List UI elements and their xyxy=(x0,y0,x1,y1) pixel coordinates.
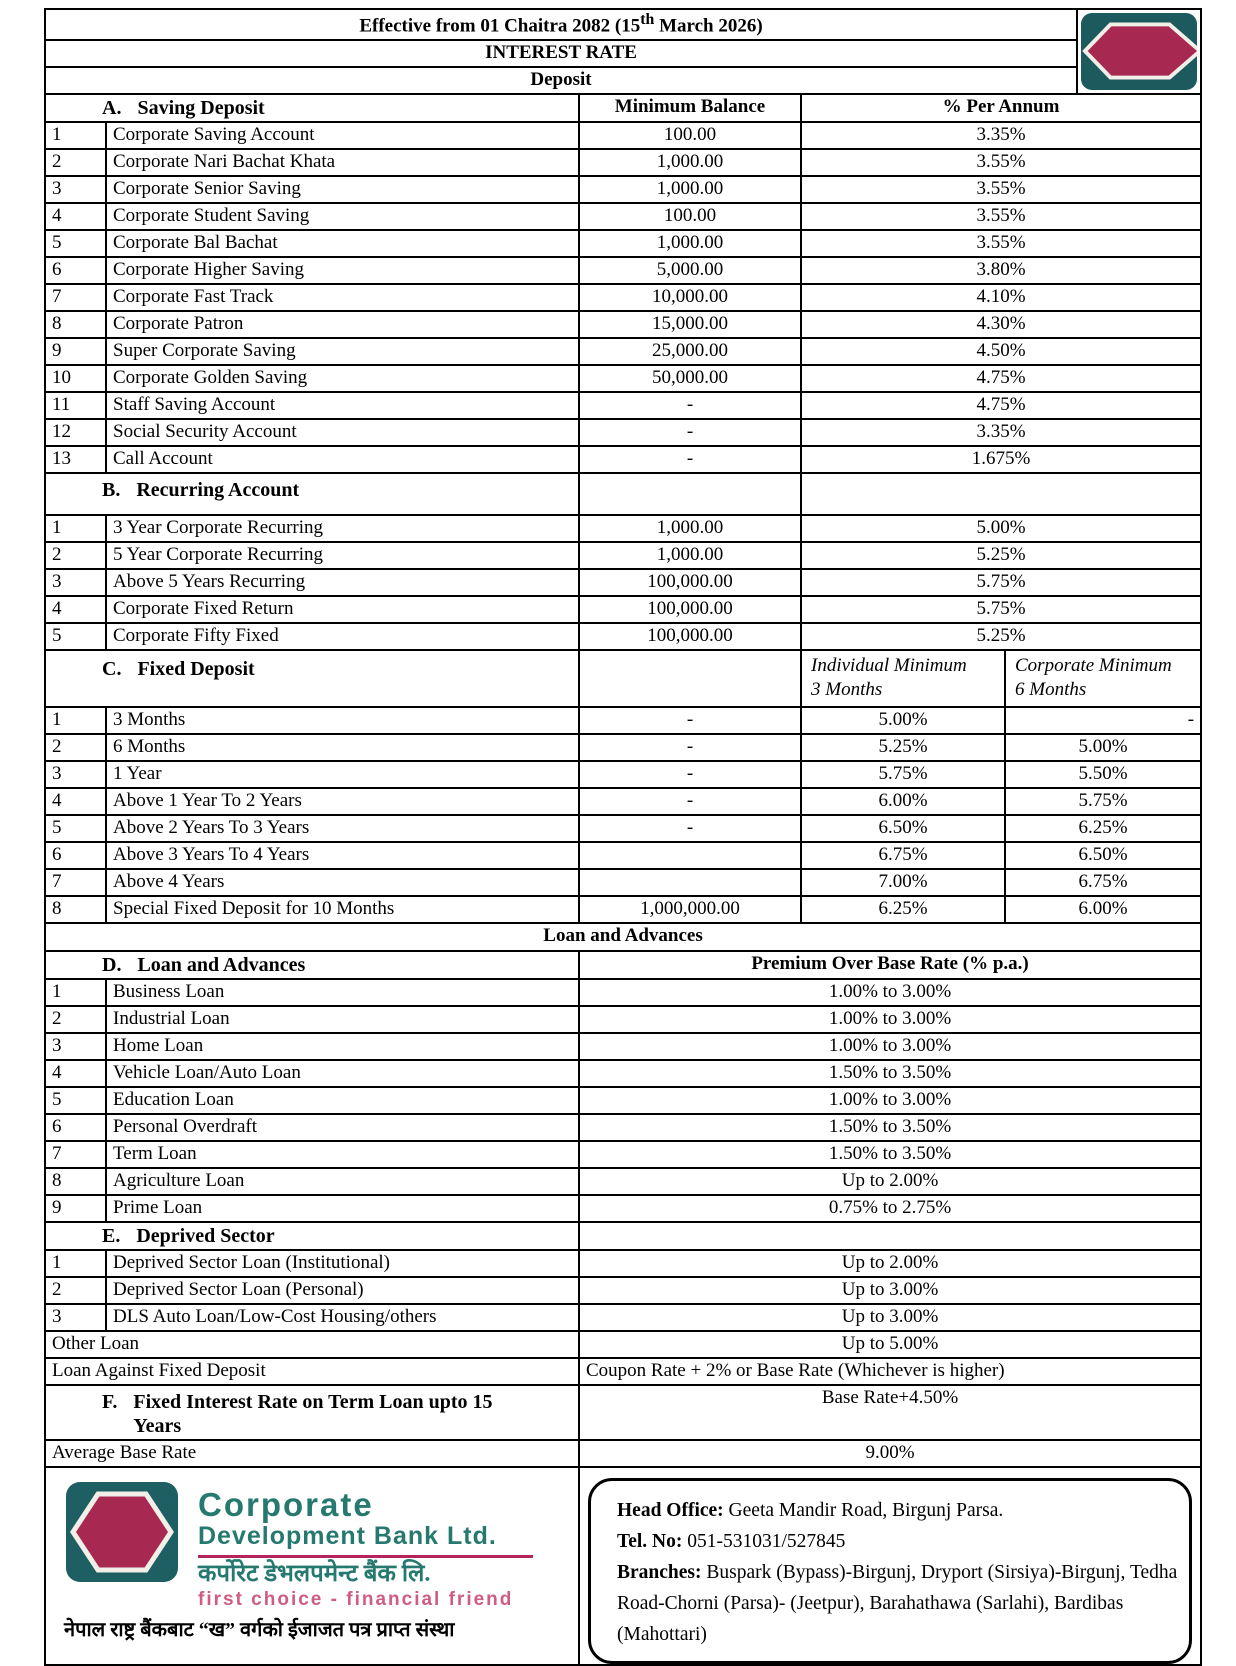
section-title-fixed: C. Fixed Deposit xyxy=(45,650,579,707)
table-row xyxy=(45,896,1201,923)
product-name: Super Corporate Saving xyxy=(106,338,579,365)
row-number: 6 xyxy=(45,842,106,869)
premium-rate: Up to 3.00% xyxy=(579,1304,1201,1331)
loan-banner-row xyxy=(45,923,1201,951)
minimum-balance: 1,000.00 xyxy=(579,176,801,203)
row-number: 7 xyxy=(45,869,106,896)
office-info-cell xyxy=(579,1467,1201,1665)
table-row xyxy=(45,1060,1201,1087)
rate: 3.55% xyxy=(801,230,1201,257)
row-number: 7 xyxy=(45,284,106,311)
tenure: Above 1 Year To 2 Years xyxy=(106,788,579,815)
corporate-rate: 5.00% xyxy=(1005,734,1201,761)
table-row xyxy=(45,338,1201,365)
row-number: 2 xyxy=(45,149,106,176)
row-number: 2 xyxy=(45,542,106,569)
table-row xyxy=(45,392,1201,419)
table-row xyxy=(45,149,1201,176)
rate: 1.675% xyxy=(801,446,1201,473)
table-row xyxy=(45,1114,1201,1141)
table-row xyxy=(45,623,1201,650)
section-title-fixed-term: F. Fixed Interest Rate on Term Loan upto 15 Years xyxy=(45,1385,579,1440)
premium-rate: Up to 2.00% xyxy=(579,1168,1201,1195)
loan-name: Prime Loan xyxy=(106,1195,579,1222)
interest-rate-sheet xyxy=(44,8,1200,1666)
column-header-corporate-minimum: Corporate Minimum 6 Months xyxy=(1005,650,1201,707)
rate: 3.35% xyxy=(801,122,1201,149)
minimum-balance: 100.00 xyxy=(579,122,801,149)
table-row xyxy=(45,1331,1201,1358)
brand-cell xyxy=(45,1467,579,1665)
table-row xyxy=(45,311,1201,338)
table-row xyxy=(45,365,1201,392)
premium-rate: Up to 3.00% xyxy=(579,1277,1201,1304)
corporate-rate: 6.25% xyxy=(1005,815,1201,842)
minimum-balance: 15,000.00 xyxy=(579,311,801,338)
average-base-rate-value: 9.00% xyxy=(579,1440,1201,1467)
column-header-individual-minimum: Individual Minimum 3 Months xyxy=(801,650,1005,707)
table-row xyxy=(45,707,1201,734)
minimum-balance: - xyxy=(579,815,801,842)
minimum-balance xyxy=(579,869,801,896)
column-header-minimum-balance: Minimum Balance xyxy=(579,94,801,122)
individual-rate: 5.00% xyxy=(801,707,1005,734)
bank-emblem-icon xyxy=(64,1480,180,1584)
row-number: 4 xyxy=(45,596,106,623)
tenure: Above 2 Years To 3 Years xyxy=(106,815,579,842)
row-number: 2 xyxy=(45,1277,106,1304)
row-number: 6 xyxy=(45,1114,106,1141)
premium-rate: 1.00% to 3.00% xyxy=(579,979,1201,1006)
minimum-balance: 1,000.00 xyxy=(579,149,801,176)
rate: 4.75% xyxy=(801,365,1201,392)
product-name: Corporate Nari Bachat Khata xyxy=(106,149,579,176)
header-effective-row xyxy=(45,9,1201,40)
row-number: 2 xyxy=(45,734,106,761)
minimum-balance: - xyxy=(579,392,801,419)
individual-rate: 6.00% xyxy=(801,788,1005,815)
minimum-balance: 100.00 xyxy=(579,203,801,230)
table-row xyxy=(45,1195,1201,1222)
rate: 5.75% xyxy=(801,569,1201,596)
tenure: 3 Months xyxy=(106,707,579,734)
premium-rate: 1.00% to 3.00% xyxy=(579,1087,1201,1114)
fixed-section-header xyxy=(45,650,1201,707)
rate: 4.30% xyxy=(801,311,1201,338)
loan-name: Agriculture Loan xyxy=(106,1168,579,1195)
minimum-balance: 5,000.00 xyxy=(579,257,801,284)
minimum-balance xyxy=(579,842,801,869)
loan-name: Deprived Sector Loan (Institutional) xyxy=(106,1250,579,1277)
table-row xyxy=(45,257,1201,284)
row-number: 1 xyxy=(45,979,106,1006)
loan-banner: Loan and Advances xyxy=(45,923,1201,951)
empty-cell xyxy=(801,473,1201,515)
minimum-balance: 1,000.00 xyxy=(579,515,801,542)
rate: 5.00% xyxy=(801,515,1201,542)
row-number: 8 xyxy=(45,896,106,923)
table-row xyxy=(45,1358,1201,1385)
other-loan-label: Other Loan xyxy=(45,1331,579,1358)
premium-rate: 1.50% to 3.50% xyxy=(579,1060,1201,1087)
table-row xyxy=(45,446,1201,473)
rate: 4.10% xyxy=(801,284,1201,311)
brand-name-line2: Development Bank Ltd. xyxy=(198,1522,497,1551)
minimum-balance: - xyxy=(579,446,801,473)
table-row xyxy=(45,122,1201,149)
loan-name: Vehicle Loan/Auto Loan xyxy=(106,1060,579,1087)
rate: 3.80% xyxy=(801,257,1201,284)
table-row xyxy=(45,1277,1201,1304)
bank-logo-cell xyxy=(1077,9,1201,94)
effective-date-superscript: th xyxy=(640,11,655,28)
product-name: Staff Saving Account xyxy=(106,392,579,419)
product-name: Corporate Patron xyxy=(106,311,579,338)
table-row xyxy=(45,284,1201,311)
loan-name: Industrial Loan xyxy=(106,1006,579,1033)
table-row xyxy=(45,761,1201,788)
recurring-section-header xyxy=(45,473,1201,515)
loan-name: Home Loan xyxy=(106,1033,579,1060)
row-number: 13 xyxy=(45,446,106,473)
tenure: Special Fixed Deposit for 10 Months xyxy=(106,896,579,923)
row-number: 3 xyxy=(45,1033,106,1060)
product-name: Corporate Bal Bachat xyxy=(106,230,579,257)
table-row xyxy=(45,1033,1201,1060)
row-number: 12 xyxy=(45,419,106,446)
table-row xyxy=(45,1141,1201,1168)
rate: 3.35% xyxy=(801,419,1201,446)
brand-rule xyxy=(198,1555,533,1558)
product-name: 5 Year Corporate Recurring xyxy=(106,542,579,569)
minimum-balance: 1,000.00 xyxy=(579,230,801,257)
table-row xyxy=(45,596,1201,623)
minimum-balance: - xyxy=(579,707,801,734)
row-number: 1 xyxy=(45,707,106,734)
saving-section-header xyxy=(45,94,1201,122)
rate: 5.25% xyxy=(801,623,1201,650)
row-number: 1 xyxy=(45,122,106,149)
license-note: नेपाल राष्ट्र बैंकबाट “ख” वर्गको ईजाजत पत्र प्राप्त संस्था xyxy=(64,1618,455,1641)
table-row xyxy=(45,1250,1201,1277)
product-name: Corporate Fifty Fixed xyxy=(106,623,579,650)
row-number: 9 xyxy=(45,1195,106,1222)
row-number: 5 xyxy=(45,230,106,257)
row-number: 8 xyxy=(45,311,106,338)
minimum-balance: 1,000.00 xyxy=(579,542,801,569)
row-number: 4 xyxy=(45,1060,106,1087)
row-number: 8 xyxy=(45,1168,106,1195)
table-row xyxy=(45,569,1201,596)
corporate-rate: 5.50% xyxy=(1005,761,1201,788)
loan-name: Term Loan xyxy=(106,1141,579,1168)
brand-name-line1: Corporate xyxy=(198,1485,374,1523)
individual-rate: 5.75% xyxy=(801,761,1005,788)
table-row xyxy=(45,979,1201,1006)
product-name: Corporate Student Saving xyxy=(106,203,579,230)
tenure: 1 Year xyxy=(106,761,579,788)
product-name: Call Account xyxy=(106,446,579,473)
table-row xyxy=(45,230,1201,257)
brand-tagline: first choice - financial friend xyxy=(198,1588,514,1610)
header-subtitle-row xyxy=(45,67,1201,94)
table-row xyxy=(45,842,1201,869)
minimum-balance: 25,000.00 xyxy=(579,338,801,365)
column-header-per-annum: % Per Annum xyxy=(801,94,1201,122)
loan-name: Deprived Sector Loan (Personal) xyxy=(106,1277,579,1304)
page-title: INTEREST RATE xyxy=(45,40,1077,67)
table-row xyxy=(45,1006,1201,1033)
minimum-balance: - xyxy=(579,419,801,446)
row-number: 4 xyxy=(45,788,106,815)
premium-rate: 1.50% to 3.50% xyxy=(579,1114,1201,1141)
bank-emblem-icon xyxy=(1081,13,1197,90)
corporate-rate: 6.75% xyxy=(1005,869,1201,896)
table-row xyxy=(45,542,1201,569)
row-number: 1 xyxy=(45,1250,106,1277)
row-number: 3 xyxy=(45,176,106,203)
tenure: 6 Months xyxy=(106,734,579,761)
row-number: 5 xyxy=(45,815,106,842)
table-row xyxy=(45,1087,1201,1114)
head-office-line: Head Office: Geeta Mandir Road, Birgunj Parsa. xyxy=(617,1499,1004,1521)
corporate-rate: 6.50% xyxy=(1005,842,1201,869)
rate: 3.55% xyxy=(801,203,1201,230)
product-name: Above 5 Years Recurring xyxy=(106,569,579,596)
individual-rate: 6.25% xyxy=(801,896,1005,923)
section-title-loans: D. Loan and Advances xyxy=(45,951,579,979)
table-row xyxy=(45,1440,1201,1467)
product-name: Social Security Account xyxy=(106,419,579,446)
row-number: 1 xyxy=(45,515,106,542)
product-name: 3 Year Corporate Recurring xyxy=(106,515,579,542)
column-header-premium: Premium Over Base Rate (% p.a.) xyxy=(579,951,1201,979)
average-base-rate-label: Average Base Rate xyxy=(45,1440,579,1467)
rate: 4.50% xyxy=(801,338,1201,365)
row-number: 10 xyxy=(45,365,106,392)
table-row xyxy=(45,203,1201,230)
rate: 5.25% xyxy=(801,542,1201,569)
corporate-rate: - xyxy=(1005,707,1201,734)
section-title-deprived: E. Deprived Sector xyxy=(45,1222,579,1250)
minimum-balance: 1,000,000.00 xyxy=(579,896,801,923)
row-number: 6 xyxy=(45,257,106,284)
individual-rate: 7.00% xyxy=(801,869,1005,896)
premium-rate: 1.00% to 3.00% xyxy=(579,1033,1201,1060)
row-number: 7 xyxy=(45,1141,106,1168)
product-name: Corporate Saving Account xyxy=(106,122,579,149)
rate: 3.55% xyxy=(801,176,1201,203)
loan-name: Education Loan xyxy=(106,1087,579,1114)
row-number: 3 xyxy=(45,761,106,788)
row-number: 9 xyxy=(45,338,106,365)
footer-row xyxy=(45,1467,1201,1665)
brand-nepali-name: कर्पोरेट डेभलपमेन्ट बैंक लि. xyxy=(198,1561,431,1588)
premium-rate: 1.50% to 3.50% xyxy=(579,1141,1201,1168)
minimum-balance: - xyxy=(579,734,801,761)
row-number: 5 xyxy=(45,1087,106,1114)
table-row xyxy=(45,815,1201,842)
minimum-balance: 100,000.00 xyxy=(579,596,801,623)
minimum-balance: - xyxy=(579,788,801,815)
row-number: 3 xyxy=(45,1304,106,1331)
loan-against-fd-value: Coupon Rate + 2% or Base Rate (Whichever is higher) xyxy=(579,1358,1201,1385)
loan-name: Personal Overdraft xyxy=(106,1114,579,1141)
branches-line: Branches: Buspark (Bypass)-Birgunj, Dryport (Sirsiya)-Birgunj, Tedha Road-Chorni (Parsa)- (Jeetpur), Barahathawa (Sarlahi), Bardibas (Mahottari) xyxy=(617,1562,1178,1646)
table-row xyxy=(45,788,1201,815)
product-name: Corporate Senior Saving xyxy=(106,176,579,203)
fixed-term-section-header xyxy=(45,1385,1201,1440)
other-loan-value: Up to 5.00% xyxy=(579,1331,1201,1358)
empty-cell xyxy=(579,1222,1201,1250)
premium-rate: 0.75% to 2.75% xyxy=(579,1195,1201,1222)
minimum-balance: 50,000.00 xyxy=(579,365,801,392)
row-number: 4 xyxy=(45,203,106,230)
table-row xyxy=(45,869,1201,896)
table-row xyxy=(45,515,1201,542)
tenure: Above 4 Years xyxy=(106,869,579,896)
empty-cell xyxy=(579,650,801,707)
deposit-subtitle: Deposit xyxy=(45,67,1077,94)
individual-rate: 5.25% xyxy=(801,734,1005,761)
minimum-balance: 100,000.00 xyxy=(579,623,801,650)
row-number: 2 xyxy=(45,1006,106,1033)
individual-rate: 6.75% xyxy=(801,842,1005,869)
loan-name: DLS Auto Loan/Low-Cost Housing/others xyxy=(106,1304,579,1331)
empty-cell xyxy=(579,473,801,515)
rate: 5.75% xyxy=(801,596,1201,623)
section-title-recurring: B. Recurring Account xyxy=(45,473,579,515)
section-title-saving: A. Saving Deposit xyxy=(45,94,579,122)
tenure: Above 3 Years To 4 Years xyxy=(106,842,579,869)
table-row xyxy=(45,176,1201,203)
loan-name: Business Loan xyxy=(106,979,579,1006)
corporate-rate: 6.00% xyxy=(1005,896,1201,923)
tel-line: Tel. No: 051-531031/527845 xyxy=(617,1530,846,1552)
row-number: 5 xyxy=(45,623,106,650)
table-row xyxy=(45,1304,1201,1331)
minimum-balance: 100,000.00 xyxy=(579,569,801,596)
fixed-term-value: Base Rate+4.50% xyxy=(579,1385,1201,1440)
product-name: Corporate Higher Saving xyxy=(106,257,579,284)
product-name: Corporate Fixed Return xyxy=(106,596,579,623)
rate: 4.75% xyxy=(801,392,1201,419)
rate: 3.55% xyxy=(801,149,1201,176)
product-name: Corporate Golden Saving xyxy=(106,365,579,392)
deprived-section-header xyxy=(45,1222,1201,1250)
minimum-balance: - xyxy=(579,761,801,788)
premium-rate: Up to 2.00% xyxy=(579,1250,1201,1277)
loan-against-fd-label: Loan Against Fixed Deposit xyxy=(45,1358,579,1385)
table-row xyxy=(45,734,1201,761)
office-info-box xyxy=(588,1478,1192,1664)
corporate-rate: 5.75% xyxy=(1005,788,1201,815)
rate-table xyxy=(44,8,1202,1666)
row-number: 11 xyxy=(45,392,106,419)
header-title-row xyxy=(45,40,1201,67)
premium-rate: 1.00% to 3.00% xyxy=(579,1006,1201,1033)
product-name: Corporate Fast Track xyxy=(106,284,579,311)
minimum-balance: 10,000.00 xyxy=(579,284,801,311)
row-number: 3 xyxy=(45,569,106,596)
individual-rate: 6.50% xyxy=(801,815,1005,842)
loan-section-header xyxy=(45,951,1201,979)
table-row xyxy=(45,1168,1201,1195)
table-row xyxy=(45,419,1201,446)
effective-date: Effective from 01 Chaitra 2082 (15th March 2026) xyxy=(45,9,1077,40)
